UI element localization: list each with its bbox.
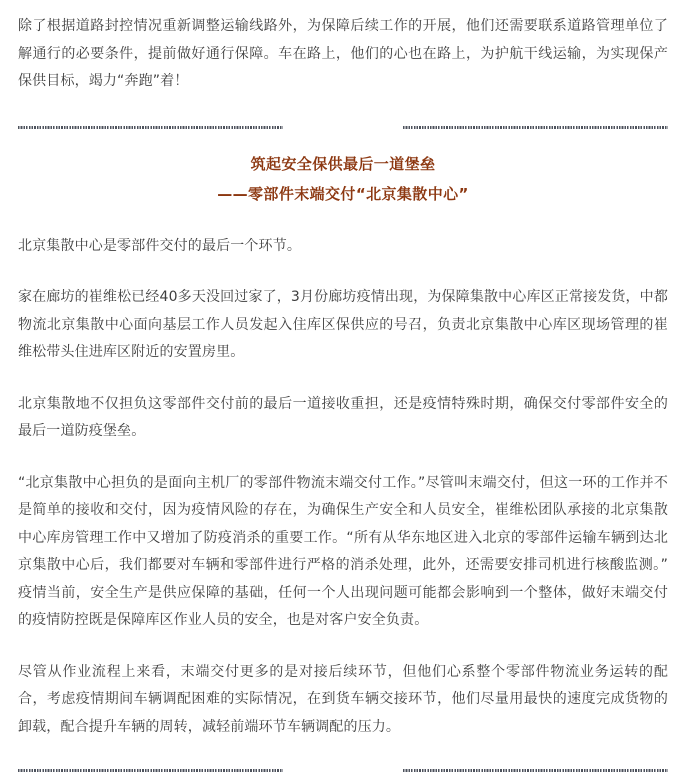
- paragraph: 北京集散中心是零部件交付的最后一个环节。: [18, 237, 301, 254]
- divider-dotted-line-right: [403, 126, 668, 129]
- paragraph: “北京集散中心担负的是面向主机厂的零部件物流末端交付工作。”尽管叫末端交付，但这一环的工作并不是简单的接收和交付，因为疫情风险的存在，为确保生产安全和人员安全，崔维松团队承接的北京集散中心库房管理工作中又增加了防疫消杀的重要工作。“所有从华东地区进入北京的零部件运输车辆到达北京集散中心后，我们都要对车辆和零部件进行严格的消杀处理，此外，还需要安排司机进行核酸监测。”疫情当前，安全生产是供应保障的基础，任何一个人出现问题可能都会影响到一个整体，做好末端交付的疫情防控既是保障库区作业人员的安全，也是对客户安全负责。: [18, 474, 668, 628]
- section-title: [18, 149, 668, 209]
- section-title-line2: ——零部件末端交付“北京集散中心”: [217, 184, 469, 203]
- paragraph: 尽管从作业流程上来看，末端交付更多的是对接后续环节，但他们心系整个零部件物流业务运转的配合，考虑疫情期间车辆调配困难的实际情况，在到货车辆交接环节，他们尽量用最快的速度完成货物的卸载，配合提升车辆的周转，减轻前端环节车辆调配的压力。: [18, 663, 668, 735]
- divider-dotted-line-right: [403, 769, 668, 772]
- divider-dotted-line-left: [18, 126, 283, 129]
- divider-dotted-line-left: [18, 769, 283, 772]
- paragraph: 家在廊坊的崔维松已经40多天没回过家了，3月份廊坊疫情出现，为保障集散中心库区正常接发货，中都物流北京集散中心面向基层工作人员发起入住库区保供应的号召，负责北京集散中心库区现场管理的崔维松带头住进库区附近的安置房里。: [18, 289, 668, 360]
- section-divider-top: [18, 126, 668, 129]
- paragraph: 北京集散地不仅担负这零部件交付前的最后一道接收重担，还是疫情特殊时期，确保交付零部件安全的最后一道防疫堡垒。: [18, 395, 668, 439]
- section-divider-bottom: [18, 769, 668, 772]
- paragraph-intro: 除了根据道路封控情况重新调整运输线路外，为保障后续工作的开展，他们还需要联系道路管理单位了解通行的必要条件，提前做好通行保障。车在路上，他们的心也在路上，为护航干线运输，为实现保产保供目标，竭力“奔跑”着！: [18, 18, 668, 89]
- section-title-line1: 筑起安全保供最后一道堡垒: [250, 154, 436, 173]
